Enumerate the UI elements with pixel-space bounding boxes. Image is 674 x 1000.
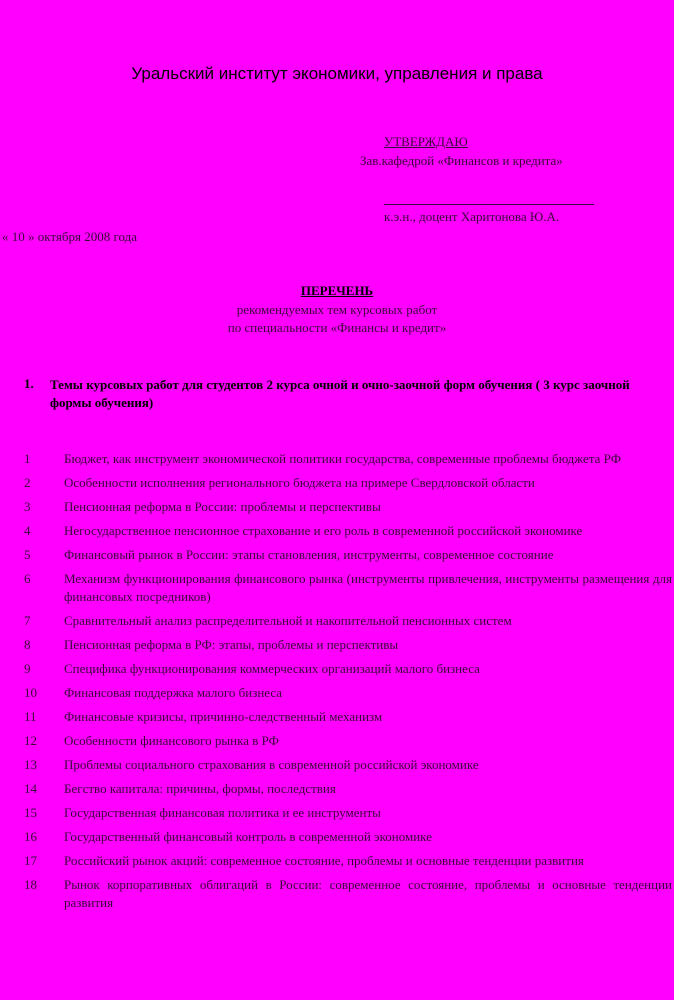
department-head: Зав.кафедрой «Финансов и кредита» bbox=[360, 153, 563, 168]
list-item bbox=[0, 780, 674, 798]
item-number: 8 bbox=[24, 637, 31, 652]
item-text: Бюджет, как инструмент экономической политики государства, современные проблемы бюджета РФ bbox=[64, 451, 621, 466]
item-number: 2 bbox=[24, 475, 31, 490]
list-subtitle-2: по специальности «Финансы и кредит» bbox=[227, 320, 447, 335]
item-text: Специфика функционирования коммерческих организаций малого бизнеса bbox=[64, 661, 480, 676]
item-number: 1 bbox=[24, 451, 31, 466]
list-item bbox=[0, 852, 674, 870]
item-text: Проблемы социального страхования в современной российской экономике bbox=[64, 757, 479, 772]
item-text: Механизм функционирования финансового рынка (инструменты привлечения, инструменты размещения для финансовых посредников) bbox=[64, 571, 672, 604]
item-number: 16 bbox=[24, 829, 37, 844]
item-text: Негосударственное пенсионное страхование и его роль в современной российской экономике bbox=[64, 523, 583, 538]
item-text: Особенности финансового рынка в РФ bbox=[64, 733, 279, 748]
item-text: Государственная финансовая политика и ее инструменты bbox=[64, 805, 381, 820]
list-item bbox=[0, 708, 674, 726]
item-number: 10 bbox=[24, 685, 37, 700]
item-number: 11 bbox=[24, 709, 37, 724]
list-item bbox=[0, 804, 674, 822]
list-item bbox=[0, 570, 674, 606]
list-item bbox=[0, 450, 674, 468]
item-number: 5 bbox=[24, 547, 31, 562]
section-heading: Темы курсовых работ для студентов 2 курса очной и очно-заочной форм обучения ( 3 курс заочной формы обучения) bbox=[50, 377, 630, 410]
item-text: Российский рынок акций: современное состояние, проблемы и основные тенденции развития bbox=[64, 853, 584, 868]
item-text: Финансовый рынок в России: этапы становления, инструменты, современное состояние bbox=[64, 547, 554, 562]
list-item bbox=[0, 660, 674, 678]
signer-name: к.э.н., доцент Харитонова Ю.А. bbox=[384, 209, 560, 224]
item-text: Сравнительный анализ распределительной и накопительной пенсионных систем bbox=[64, 613, 512, 628]
item-number: 4 bbox=[24, 523, 31, 538]
item-number: 3 bbox=[24, 499, 31, 514]
list-item bbox=[0, 522, 674, 540]
list-item bbox=[0, 612, 674, 630]
item-text: Бегство капитала: причины, формы, последствия bbox=[64, 781, 336, 796]
list-subtitle-1: рекомендуемых тем курсовых работ bbox=[236, 302, 438, 317]
item-number: 17 bbox=[24, 853, 37, 868]
list-title: ПЕРЕЧЕНЬ bbox=[300, 283, 374, 298]
item-number: 13 bbox=[24, 757, 37, 772]
item-number: 12 bbox=[24, 733, 37, 748]
institute-title: Уральский институт экономики, управления и права bbox=[131, 64, 543, 83]
topic-list bbox=[0, 450, 674, 918]
list-item bbox=[0, 684, 674, 702]
approval-date: « 10 » октября 2008 года bbox=[2, 229, 137, 244]
item-text: Особенности исполнения регионального бюджета на примере Свердловской области bbox=[64, 475, 535, 490]
list-item bbox=[0, 828, 674, 846]
approve-label: УТВЕРЖДАЮ bbox=[384, 134, 468, 149]
item-number: 15 bbox=[24, 805, 37, 820]
list-item bbox=[0, 546, 674, 564]
list-item bbox=[0, 636, 674, 654]
item-number: 18 bbox=[24, 877, 37, 892]
list-item bbox=[0, 474, 674, 492]
item-text: Пенсионная реформа в РФ: этапы, проблемы и перспективы bbox=[64, 637, 399, 652]
item-text: Пенсионная реформа в России: проблемы и перспективы bbox=[64, 499, 381, 514]
signature-line bbox=[384, 204, 594, 205]
item-text: Финансовые кризисы, причинно-следственный механизм bbox=[64, 709, 383, 724]
item-number: 9 bbox=[24, 661, 31, 676]
list-item bbox=[0, 498, 674, 516]
item-number: 7 bbox=[24, 613, 31, 628]
item-number: 14 bbox=[24, 781, 37, 796]
item-text: Рынок корпоративных облигаций в России: современное состояние, проблемы и основные тенденции развития bbox=[64, 877, 672, 910]
list-item bbox=[0, 876, 674, 912]
item-text: Государственный финансовый контроль в современной экономике bbox=[64, 829, 432, 844]
section-number: 1. bbox=[24, 376, 34, 391]
item-number: 6 bbox=[24, 571, 31, 586]
list-item bbox=[0, 756, 674, 774]
list-item bbox=[0, 732, 674, 750]
item-text: Финансовая поддержка малого бизнеса bbox=[64, 685, 283, 700]
